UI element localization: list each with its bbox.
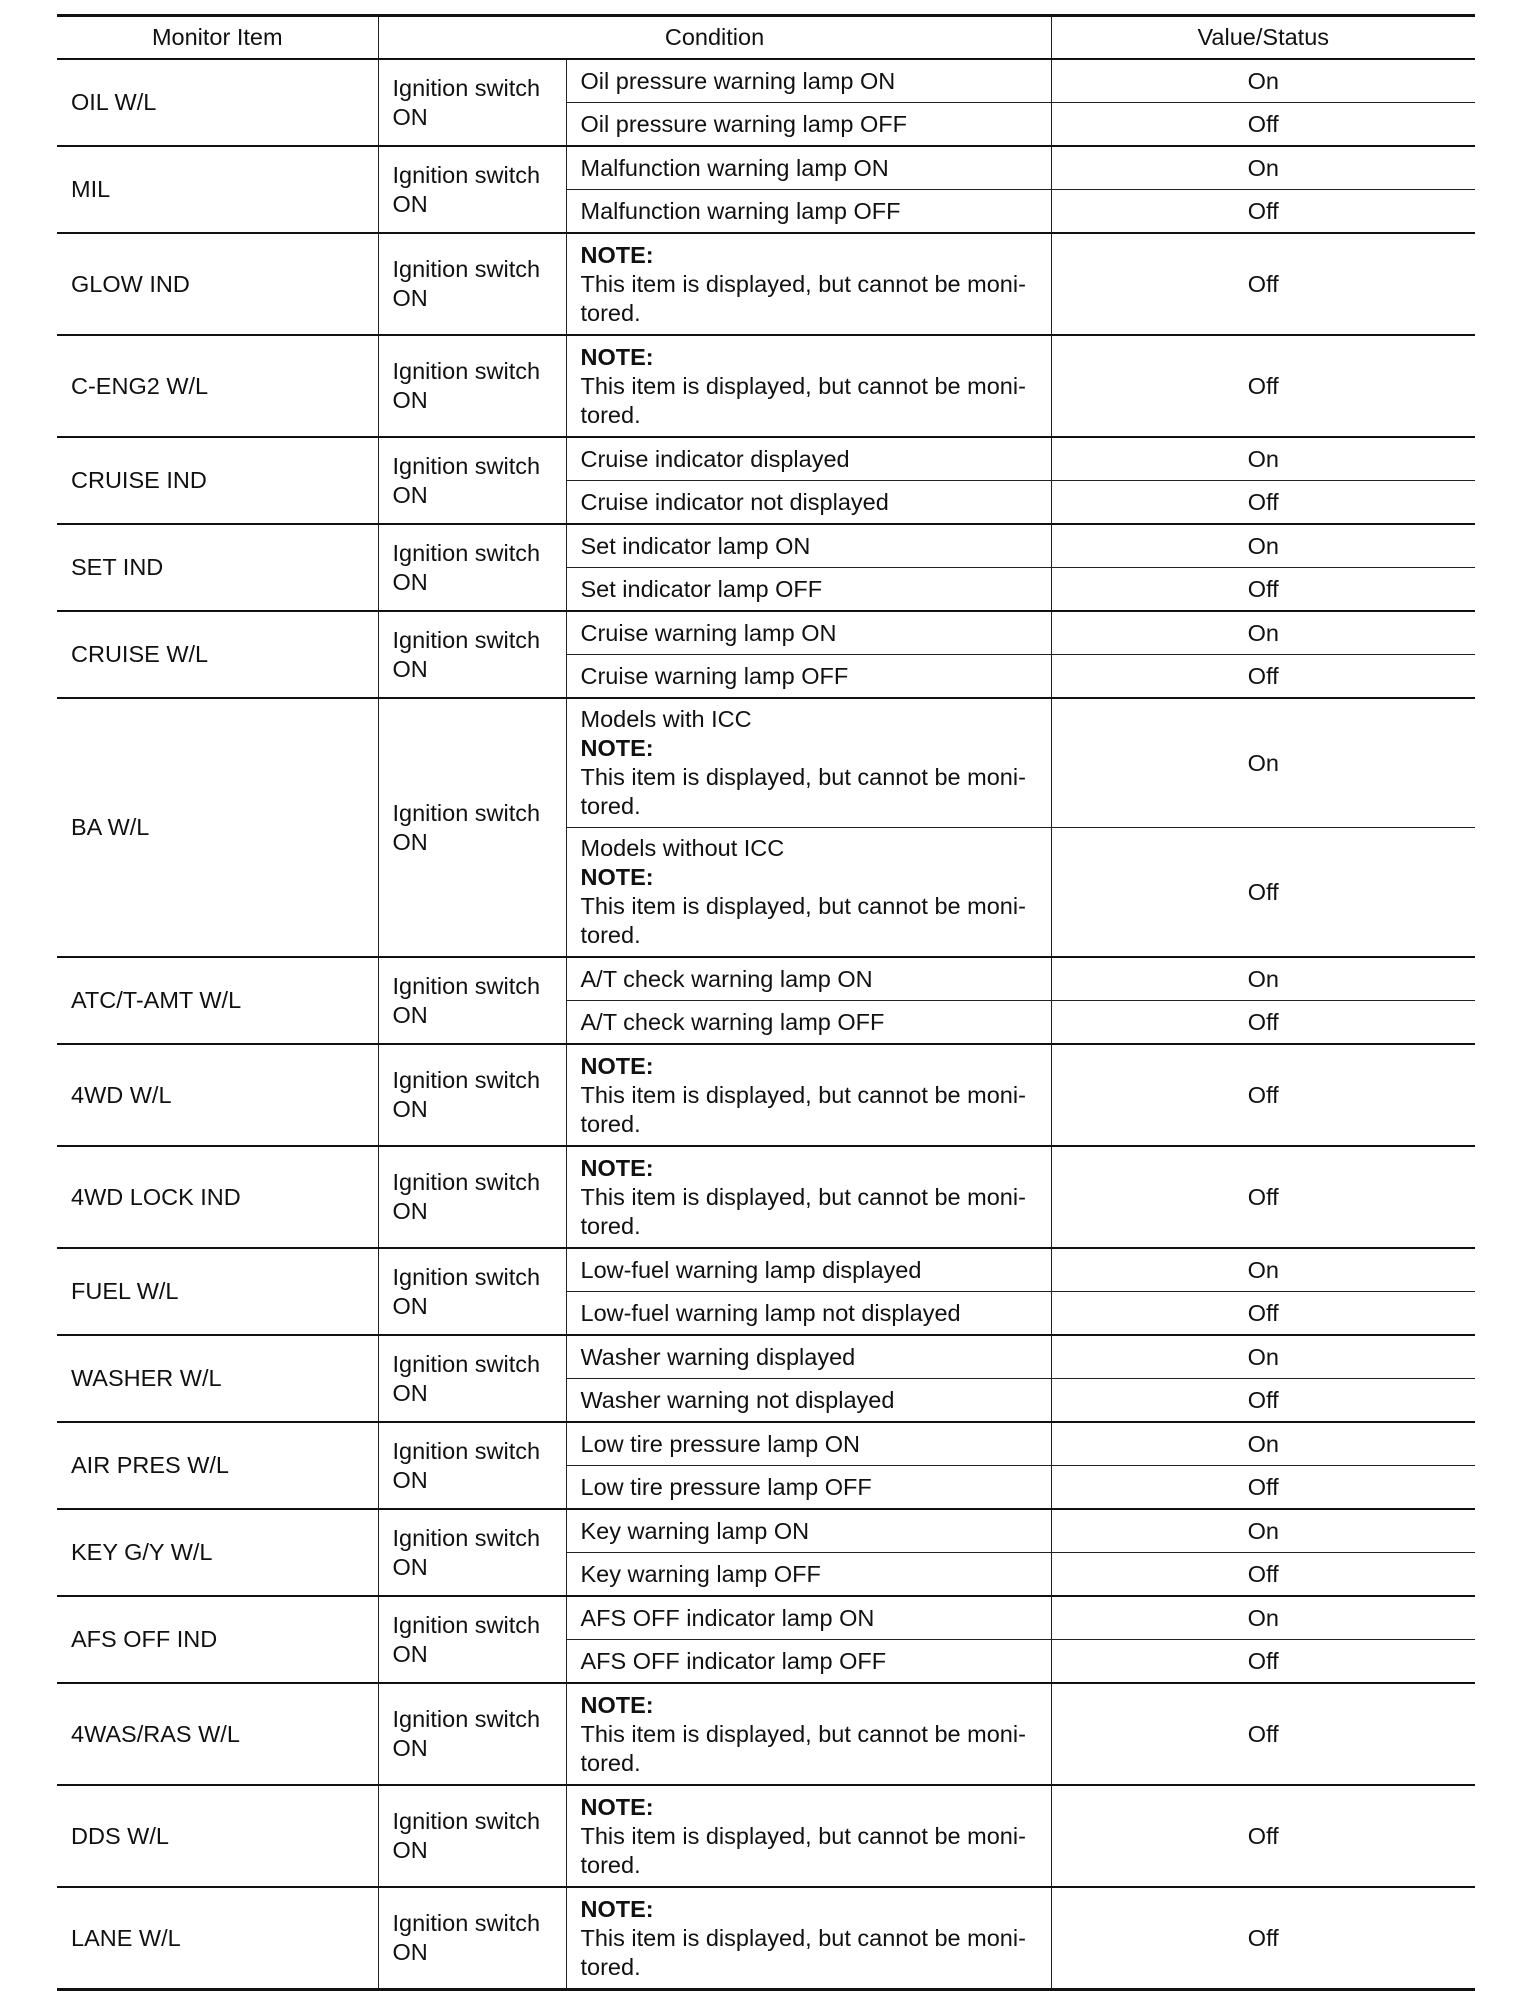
header-value-status: Value/Status <box>1051 16 1475 60</box>
value-status-cell: On <box>1051 437 1475 481</box>
condition-cell: Low tire pressure lamp OFF <box>566 1466 1051 1510</box>
value-status-cell: Off <box>1051 1887 1475 1990</box>
note-label: NOTE: <box>580 1793 654 1820</box>
ignition-condition-cell: Ignition switch ON <box>378 611 566 698</box>
value-status-cell: Off <box>1051 1044 1475 1146</box>
note-text: This item is displayed, but cannot be moni-tored. <box>580 1924 1026 1980</box>
table-row <box>57 524 1475 568</box>
note-label: NOTE: <box>580 1052 654 1079</box>
table-row <box>57 1335 1475 1379</box>
condition-cell: Cruise indicator not displayed <box>566 481 1051 525</box>
value-status-cell: Off <box>1051 828 1475 958</box>
value-status-cell: On <box>1051 1509 1475 1553</box>
table-row <box>57 1596 1475 1640</box>
condition-cell: Key warning lamp ON <box>566 1509 1051 1553</box>
table-row <box>57 1248 1475 1292</box>
monitor-item-cell: CRUISE IND <box>57 437 378 524</box>
ignition-condition-cell: Ignition switch ON <box>378 957 566 1044</box>
monitor-item-cell: LANE W/L <box>57 1887 378 1990</box>
ignition-condition-cell: Ignition switch ON <box>378 1509 566 1596</box>
ignition-condition-cell: Ignition switch ON <box>378 698 566 957</box>
note-label: NOTE: <box>580 864 654 890</box>
condition-model-variant: Models without ICC <box>580 835 785 861</box>
note-label: NOTE: <box>580 343 654 370</box>
value-status-cell: On <box>1051 1335 1475 1379</box>
monitor-item-cell: WASHER W/L <box>57 1335 378 1422</box>
table-body <box>57 59 1475 1990</box>
monitor-item-cell: BA W/L <box>57 698 378 957</box>
value-status-cell: On <box>1051 146 1475 190</box>
table-header-row <box>57 16 1475 60</box>
value-status-cell: On <box>1051 1248 1475 1292</box>
condition-cell: Malfunction warning lamp ON <box>566 146 1051 190</box>
condition-cell: Washer warning displayed <box>566 1335 1051 1379</box>
condition-cell: Cruise warning lamp OFF <box>566 655 1051 699</box>
monitor-item-cell: KEY G/Y W/L <box>57 1509 378 1596</box>
table-row <box>57 1887 1475 1990</box>
monitor-item-sheet <box>57 14 1475 1991</box>
table-row <box>57 1509 1475 1553</box>
monitor-item-cell: DDS W/L <box>57 1785 378 1887</box>
table-row <box>57 1146 1475 1248</box>
value-status-cell: On <box>1051 1422 1475 1466</box>
value-status-cell: Off <box>1051 1379 1475 1423</box>
monitor-item-cell: 4WD LOCK IND <box>57 1146 378 1248</box>
condition-note-cell <box>566 1146 1051 1248</box>
value-status-cell: Off <box>1051 1683 1475 1785</box>
monitor-item-cell: 4WD W/L <box>57 1044 378 1146</box>
condition-cell: Low-fuel warning lamp displayed <box>566 1248 1051 1292</box>
condition-cell: Oil pressure warning lamp ON <box>566 59 1051 103</box>
monitor-item-cell: C-ENG2 W/L <box>57 335 378 437</box>
ignition-condition-cell: Ignition switch ON <box>378 1248 566 1335</box>
condition-cell: AFS OFF indicator lamp ON <box>566 1596 1051 1640</box>
condition-cell: Set indicator lamp OFF <box>566 568 1051 612</box>
note-text: This item is displayed, but cannot be moni-tored. <box>580 893 1026 948</box>
ignition-condition-cell: Ignition switch ON <box>378 1785 566 1887</box>
monitor-item-cell: GLOW IND <box>57 233 378 335</box>
condition-model-variant: Models with ICC <box>580 706 752 732</box>
table-row <box>57 1422 1475 1466</box>
condition-cell: Low-fuel warning lamp not displayed <box>566 1292 1051 1336</box>
value-status-cell: Off <box>1051 481 1475 525</box>
monitor-item-cell: OIL W/L <box>57 59 378 146</box>
condition-cell: Low tire pressure lamp ON <box>566 1422 1051 1466</box>
note-label: NOTE: <box>580 1691 654 1718</box>
ignition-condition-cell: Ignition switch ON <box>378 437 566 524</box>
note-text: This item is displayed, but cannot be moni-tored. <box>580 1081 1026 1137</box>
note-text: This item is displayed, but cannot be moni-tored. <box>580 270 1026 326</box>
note-text: This item is displayed, but cannot be moni-tored. <box>580 1183 1026 1239</box>
value-status-cell: On <box>1051 1596 1475 1640</box>
table-row <box>57 698 1475 828</box>
monitor-item-cell: AFS OFF IND <box>57 1596 378 1683</box>
monitor-item-cell: AIR PRES W/L <box>57 1422 378 1509</box>
value-status-cell: On <box>1051 524 1475 568</box>
condition-note-cell <box>566 698 1051 828</box>
table-row <box>57 146 1475 190</box>
condition-note-cell <box>566 828 1051 958</box>
table-row <box>57 1785 1475 1887</box>
header-condition: Condition <box>378 16 1051 60</box>
ignition-condition-cell: Ignition switch ON <box>378 1146 566 1248</box>
condition-note-cell <box>566 1887 1051 1990</box>
table-row <box>57 437 1475 481</box>
monitor-item-cell: MIL <box>57 146 378 233</box>
condition-cell: Oil pressure warning lamp OFF <box>566 103 1051 147</box>
monitor-item-cell: CRUISE W/L <box>57 611 378 698</box>
value-status-cell: Off <box>1051 1553 1475 1597</box>
table-row <box>57 233 1475 335</box>
monitor-item-cell: 4WAS/RAS W/L <box>57 1683 378 1785</box>
value-status-cell: On <box>1051 59 1475 103</box>
ignition-condition-cell: Ignition switch ON <box>378 1335 566 1422</box>
ignition-condition-cell: Ignition switch ON <box>378 1887 566 1990</box>
note-label: NOTE: <box>580 241 654 268</box>
ignition-condition-cell: Ignition switch ON <box>378 59 566 146</box>
value-status-cell: Off <box>1051 1466 1475 1510</box>
value-status-cell: Off <box>1051 1292 1475 1336</box>
table-row <box>57 1683 1475 1785</box>
note-text: This item is displayed, but cannot be moni-tored. <box>580 1822 1026 1878</box>
table-row <box>57 611 1475 655</box>
value-status-cell: Off <box>1051 190 1475 234</box>
value-status-cell: On <box>1051 698 1475 828</box>
condition-note-cell <box>566 233 1051 335</box>
condition-cell: Washer warning not displayed <box>566 1379 1051 1423</box>
value-status-cell: Off <box>1051 335 1475 437</box>
table-row <box>57 1044 1475 1146</box>
note-text: This item is displayed, but cannot be moni-tored. <box>580 1720 1026 1776</box>
ignition-condition-cell: Ignition switch ON <box>378 335 566 437</box>
ignition-condition-cell: Ignition switch ON <box>378 524 566 611</box>
ignition-condition-cell: Ignition switch ON <box>378 1044 566 1146</box>
condition-cell: A/T check warning lamp OFF <box>566 1001 1051 1045</box>
ignition-condition-cell: Ignition switch ON <box>378 1596 566 1683</box>
note-label: NOTE: <box>580 735 654 761</box>
value-status-cell: Off <box>1051 1146 1475 1248</box>
value-status-cell: Off <box>1051 103 1475 147</box>
condition-cell: AFS OFF indicator lamp OFF <box>566 1640 1051 1684</box>
monitor-item-cell: FUEL W/L <box>57 1248 378 1335</box>
condition-cell: A/T check warning lamp ON <box>566 957 1051 1001</box>
monitor-item-table <box>57 14 1475 1991</box>
value-status-cell: Off <box>1051 1640 1475 1684</box>
value-status-cell: Off <box>1051 568 1475 612</box>
note-text: This item is displayed, but cannot be moni-tored. <box>580 372 1026 428</box>
header-monitor-item: Monitor Item <box>57 16 378 60</box>
value-status-cell: Off <box>1051 655 1475 699</box>
value-status-cell: Off <box>1051 233 1475 335</box>
ignition-condition-cell: Ignition switch ON <box>378 233 566 335</box>
note-label: NOTE: <box>580 1154 654 1181</box>
condition-cell: Cruise warning lamp ON <box>566 611 1051 655</box>
condition-cell: Malfunction warning lamp OFF <box>566 190 1051 234</box>
monitor-item-cell: SET IND <box>57 524 378 611</box>
condition-note-cell <box>566 1044 1051 1146</box>
condition-note-cell <box>566 1683 1051 1785</box>
table-row <box>57 957 1475 1001</box>
table-row <box>57 335 1475 437</box>
condition-note-cell <box>566 335 1051 437</box>
value-status-cell: Off <box>1051 1785 1475 1887</box>
value-status-cell: On <box>1051 611 1475 655</box>
ignition-condition-cell: Ignition switch ON <box>378 1683 566 1785</box>
ignition-condition-cell: Ignition switch ON <box>378 1422 566 1509</box>
condition-cell: Key warning lamp OFF <box>566 1553 1051 1597</box>
value-status-cell: On <box>1051 957 1475 1001</box>
condition-cell: Set indicator lamp ON <box>566 524 1051 568</box>
note-text: This item is displayed, but cannot be moni-tored. <box>580 764 1026 819</box>
note-label: NOTE: <box>580 1895 654 1922</box>
ignition-condition-cell: Ignition switch ON <box>378 146 566 233</box>
monitor-item-cell: ATC/T-AMT W/L <box>57 957 378 1044</box>
value-status-cell: Off <box>1051 1001 1475 1045</box>
table-row <box>57 59 1475 103</box>
condition-cell: Cruise indicator displayed <box>566 437 1051 481</box>
condition-note-cell <box>566 1785 1051 1887</box>
